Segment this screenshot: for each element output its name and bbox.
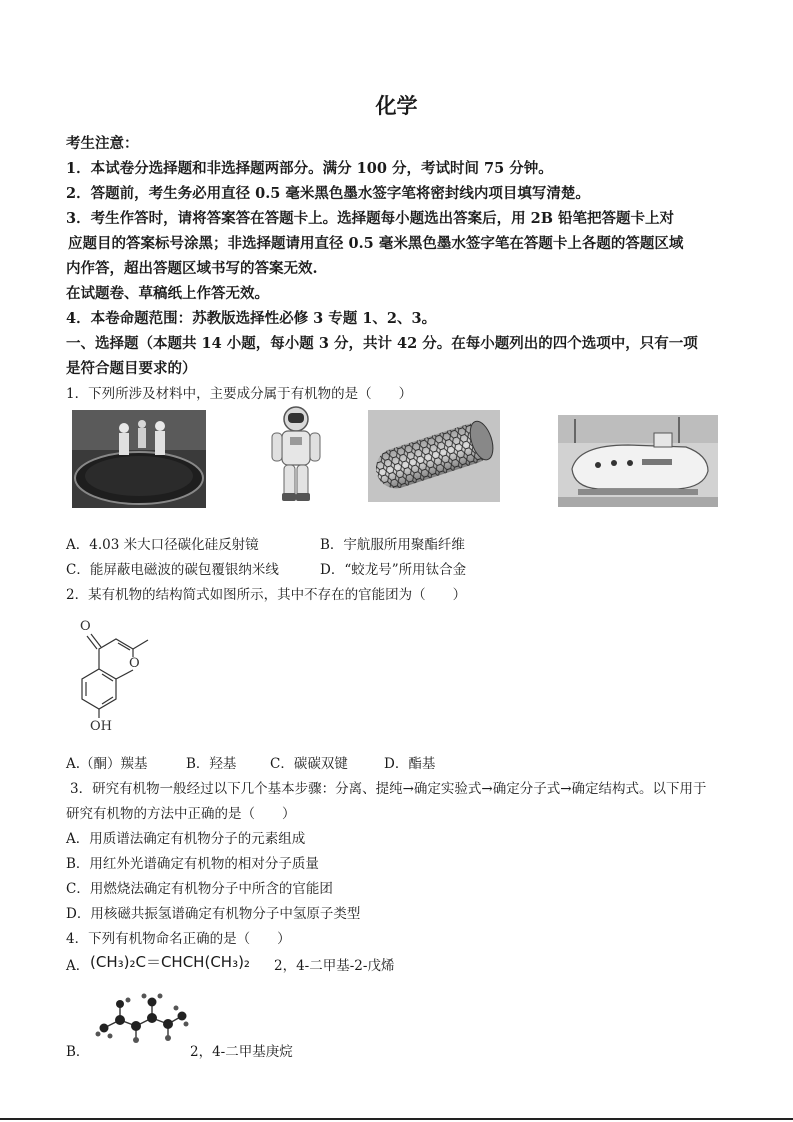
q2-stem: 2．某有机物的结构简式如图所示，其中不存在的官能团为（ ） <box>66 587 467 603</box>
notice-item-4: 4．本卷命题范围：苏教版选择性必修 3 专题 1、2、3。 <box>66 310 437 327</box>
q2-option-d: D．酯基 <box>384 756 436 772</box>
q1-option-d: D．“蛟龙号”所用钛合金 <box>320 562 467 578</box>
q1-image-astronaut <box>268 405 324 503</box>
q4-option-b-label: B． <box>66 1044 90 1060</box>
q1-option-b: B．宇航服所用聚酯纤维 <box>320 537 465 553</box>
section-heading-cont: 是符合题目要求的） <box>66 360 197 377</box>
q2-option-a: A.（酮）羰基 <box>66 756 148 772</box>
q4-option-b-name: 2，4-二甲基庚烷 <box>190 1044 293 1060</box>
page-title: 化学 <box>375 94 418 118</box>
notice-item-1: 1．本试卷分选择题和非选择题两部分。满分 100 分，考试时间 75 分钟。 <box>66 160 553 177</box>
q3-stem: 3．研究有机物一般经过以下几个基本步骤：分离、提纯→确定实验式→确定分子式→确定结构式。以下用于 <box>70 781 707 797</box>
q3-stem-cont: 研究有机物的方法中正确的是（ ） <box>66 806 296 822</box>
q1-stem: 1．下列所涉及材料中，主要成分属于有机物的是（ ） <box>66 386 413 402</box>
notice-item-3-cont2: 内作答，超出答题区域书写的答案无效. <box>66 260 318 277</box>
q4-option-a-name: 2，4-二甲基-2-戊烯 <box>274 958 395 974</box>
notice-item-3-cont3: 在试题卷、草稿纸上作答无效。 <box>66 285 269 302</box>
structure-label-oh: OH <box>90 719 112 732</box>
q4-option-a-label: A． <box>66 958 90 974</box>
notice-item-3: 3．考生作答时，请将答案答在答题卡上。选择题每小题选出答案后，用 2B 铅笔把答题卡上对 <box>66 210 675 227</box>
q1-option-c: C．能屏蔽电磁波的碳包覆银纳米线 <box>66 562 279 578</box>
q4-option-a-formula: (CH₃)₂C＝CHCH(CH₃)₂ <box>90 953 250 971</box>
q2-option-b: B．羟基 <box>186 756 237 772</box>
q3-option-c: C．用燃烧法确定有机物分子中所含的官能团 <box>66 881 333 897</box>
notice-heading: 考生注意： <box>66 135 139 152</box>
q1-image-carbon-nanotube <box>368 410 500 502</box>
q3-option-d: D．用核磁共振氢谱确定有机物分子中氢原子类型 <box>66 906 361 922</box>
q3-option-b: B．用红外光谱确定有机物的相对分子质量 <box>66 856 319 872</box>
q1-image-submersible <box>558 415 718 507</box>
q4-ball-stick-model <box>90 990 190 1048</box>
section-heading: 一、选择题（本题共 14 小题，每小题 3 分，共计 42 分。在每小题列出的四个选项中，只有一项 <box>66 335 698 352</box>
q4-stem: 4．下列有机物命名正确的是（ ） <box>66 931 291 947</box>
q1-image-reflector-mirror <box>72 410 206 508</box>
q1-option-a: A．4.03 米大口径碳化硅反射镜 <box>66 537 259 553</box>
structure-label-o-ring: O <box>129 656 140 671</box>
q2-option-c: C．碳碳双键 <box>270 756 348 772</box>
q3-option-a: A．用质谱法确定有机物分子的元素组成 <box>66 831 306 847</box>
notice-item-2: 2．答题前，考生务必用直径 0.5 毫米黑色墨水签字笔将密封线内项目填写清楚。 <box>66 185 590 202</box>
page-bottom-border <box>0 1118 793 1120</box>
structure-label-o-top: O <box>80 619 91 634</box>
q2-structure-diagram <box>62 604 162 732</box>
notice-item-3-cont: 应题目的答案标号涂黑；非选择题请用直径 0.5 毫米黑色墨水签字笔在答题卡上各题的答题区域 <box>68 235 684 252</box>
